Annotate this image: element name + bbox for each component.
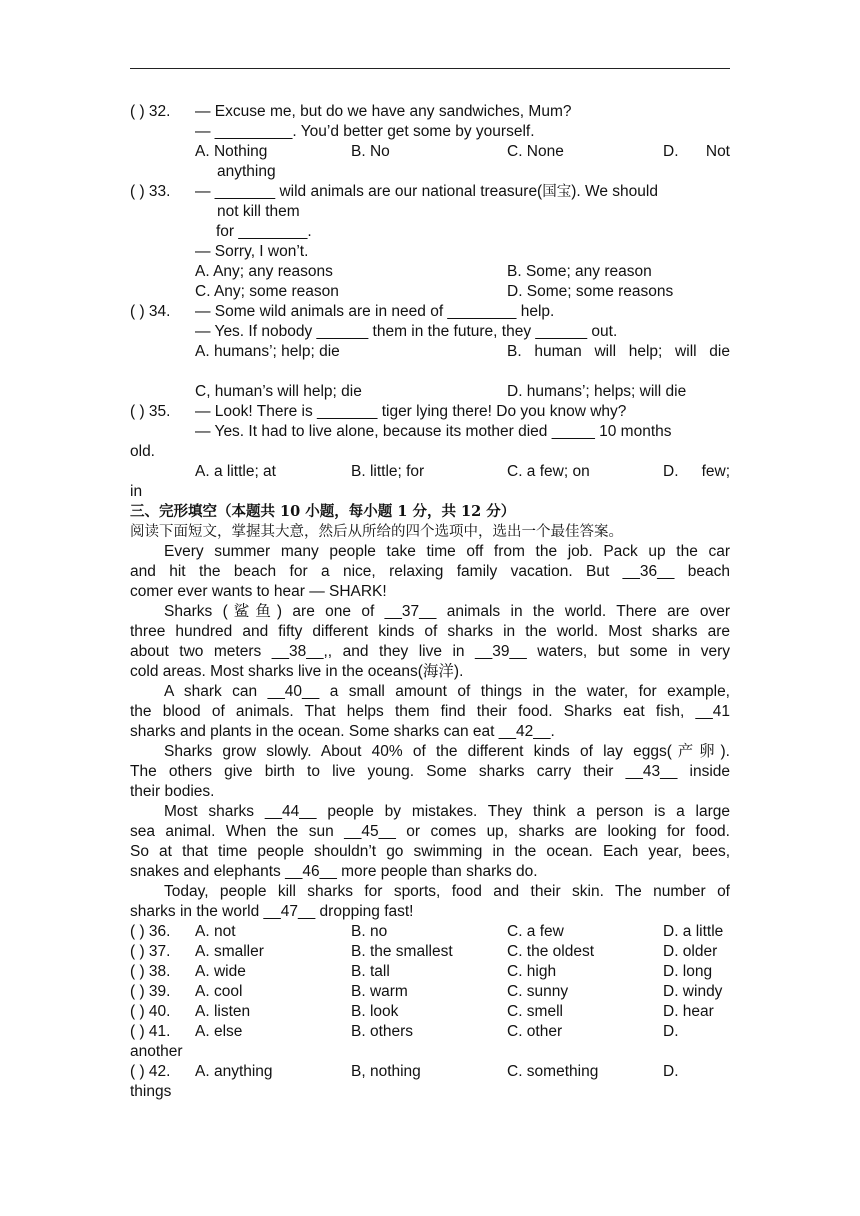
option-c: C. high [507, 963, 557, 980]
option-b: B. no [351, 923, 388, 940]
choice-row-38 [130, 962, 730, 982]
question-number: ( ) 32. [130, 103, 171, 120]
passage-line: Sharks (鲨鱼) are one of __37__ animals in the world. There are over [164, 603, 730, 620]
question-number: ( ) 39. [130, 983, 171, 1000]
passage-line: their bodies. [130, 783, 215, 800]
passage-line: sea animal. When the sun __45__ or comes up, sharks are looking for food. [130, 823, 730, 840]
header-rule [130, 68, 730, 69]
section-instruction: 阅读下面短文，掌握其大意，然后从所给的四个选项中，选出一个最佳答案。 [130, 524, 623, 540]
question-number: ( ) 38. [130, 963, 171, 980]
options-row [130, 462, 730, 482]
option-c: C. None [507, 143, 564, 160]
question-number: ( ) 35. [130, 403, 171, 420]
question-number: ( ) 36. [130, 923, 171, 940]
option-c: C. Any; some reason [195, 283, 339, 300]
question-text: — Excuse me, but do we have any sandwiches, Mum? [195, 103, 572, 120]
option-d: D. Not [663, 143, 730, 160]
passage-line: Most sharks __44__ people by mistakes. They think a person is a large [164, 803, 730, 820]
passage-line: sharks and plants in the ocean. Some sharks can eat __42__. [130, 723, 555, 740]
option-a: A. else [195, 1023, 243, 1040]
option-wrap: in [130, 483, 143, 500]
question-text-end: ). We should [571, 183, 658, 200]
spacer [130, 362, 730, 382]
option-b: B. the smallest [351, 943, 453, 960]
choice-row-42 [130, 1062, 730, 1082]
passage-line: cold areas. Most sharks live in the oceans(海洋). [130, 663, 464, 680]
option-a: A. smaller [195, 943, 264, 960]
option-c: C. sunny [507, 983, 569, 1000]
passage-line: Every summer many people take time off from the job. Pack up the car [164, 543, 730, 560]
option-a: A. Any; any reasons [195, 263, 333, 280]
option-a: A. cool [195, 983, 243, 1000]
passage-line: and hit the beach for a nice, relaxing family vacation. But __36__ beach [130, 563, 730, 580]
response-line: — _________. You’d better get some by yourself. [195, 123, 535, 140]
question-number: ( ) 41. [130, 1023, 171, 1040]
choice-row-37 [130, 942, 730, 962]
question-number: ( ) 34. [130, 303, 171, 320]
question-34 [130, 302, 730, 322]
option-b: B. others [351, 1023, 414, 1040]
response-wrap: old. [130, 443, 155, 460]
question-number: ( ) 40. [130, 1003, 171, 1020]
option-c: C. smell [507, 1003, 563, 1020]
question-35 [130, 402, 730, 422]
options-row [130, 282, 730, 302]
choice-row-36 [130, 922, 730, 942]
question-text-wrap: not kill them [217, 203, 300, 220]
passage-line: about two meters __38__,, and they live in __39__ waters, but some in very [130, 643, 730, 660]
question-32 [130, 102, 730, 122]
passage-line: three hundred and fifty different kinds of sharks in the world. Most sharks are [130, 623, 730, 640]
passage-line: Today, people kill sharks for sports, food and their skin. The number of [164, 883, 730, 900]
passage-line: Sharks grow slowly. About 40% of the different kinds of lay eggs(产卵). [164, 743, 730, 760]
options-row [130, 382, 730, 402]
option-d: D. [663, 1063, 679, 1080]
option-a: A. listen [195, 1003, 251, 1020]
passage-line: sharks in the world __47__ dropping fast! [130, 903, 414, 920]
option-a: A. anything [195, 1063, 273, 1080]
question-text-wrap: for ________. [216, 223, 312, 240]
passage-line: The others give birth to live young. Some sharks carry their __43__ inside [130, 763, 730, 780]
question-number: ( ) 33. [130, 183, 171, 200]
options-row [130, 342, 730, 362]
option-d: D. windy [663, 983, 723, 1000]
option-a: A. Nothing [195, 143, 268, 160]
options-row [130, 262, 730, 282]
option-a: A. humans’; help; die [195, 343, 340, 360]
exam-page [130, 102, 730, 1102]
response-line: — Sorry, I won’t. [195, 243, 309, 260]
passage-line: comer ever wants to hear — SHARK! [130, 583, 387, 600]
option-b: B, nothing [351, 1063, 421, 1080]
option-d: D. [663, 1023, 679, 1040]
option-a: A. a little; at [195, 463, 276, 480]
option-wrap: anything [217, 163, 276, 180]
option-d: D. hear [663, 1003, 714, 1020]
question-number: ( ) 37. [130, 943, 171, 960]
response-line: — Yes. It had to live alone, because its mother died _____ 10 months [195, 423, 672, 440]
option-b: B. little; for [351, 463, 425, 480]
question-number: ( ) 42. [130, 1063, 171, 1080]
option-b: B. look [351, 1003, 399, 1020]
question-text: — Look! There is _______ tiger lying there! Do you know why? [195, 403, 627, 420]
option-d: D. older [663, 943, 718, 960]
choice-row-40 [130, 1002, 730, 1022]
option-c: C. other [507, 1023, 563, 1040]
passage-line: A shark can __40__ a small amount of things in the water, for example, [164, 683, 730, 700]
choice-row-39 [130, 982, 730, 1002]
section-subtitle: （本题共 10 小题，每小题 1 分，共 12 分） [217, 503, 516, 520]
option-a: A. wide [195, 963, 246, 980]
option-c: C. the oldest [507, 943, 595, 960]
options-row [130, 142, 730, 162]
section-heading [130, 502, 730, 522]
section-title: 三、完形填空 [130, 503, 217, 520]
option-d: D. humans’; helps; will die [507, 383, 687, 400]
option-d: D. a little [663, 923, 724, 940]
chinese-gloss: 国宝 [542, 184, 572, 200]
option-b: B. human will help; will die [507, 343, 730, 360]
passage-line: So at that time people shouldn’t go swimming in the ocean. Each year, bees, [130, 843, 730, 860]
option-b: B. warm [351, 983, 408, 1000]
question-text: — Some wild animals are in need of ________ help. [195, 303, 555, 320]
passage-line: snakes and elephants __46__ more people than sharks do. [130, 863, 538, 880]
option-wrap: another [130, 1043, 183, 1060]
option-c: C. a few [507, 923, 564, 940]
option-c: C, human’s will help; die [195, 383, 362, 400]
option-d: D. few; [663, 463, 730, 480]
question-text: — _______ wild animals are our national treasure( [195, 183, 543, 200]
option-d: D. long [663, 963, 713, 980]
option-c: C. a few; on [507, 463, 590, 480]
passage-line: the blood of animals. That helps them find their food. Sharks eat fish, __41 [130, 703, 730, 720]
option-b: B. No [351, 143, 390, 160]
option-b: B. tall [351, 963, 390, 980]
question-33 [130, 182, 730, 202]
option-b: B. Some; any reason [507, 263, 652, 280]
option-d: D. Some; some reasons [507, 283, 674, 300]
option-c: C. something [507, 1063, 599, 1080]
option-wrap: things [130, 1083, 172, 1100]
choice-row-41 [130, 1022, 730, 1042]
option-a: A. not [195, 923, 236, 940]
response-line: — Yes. If nobody ______ them in the future, they ______ out. [195, 323, 618, 340]
